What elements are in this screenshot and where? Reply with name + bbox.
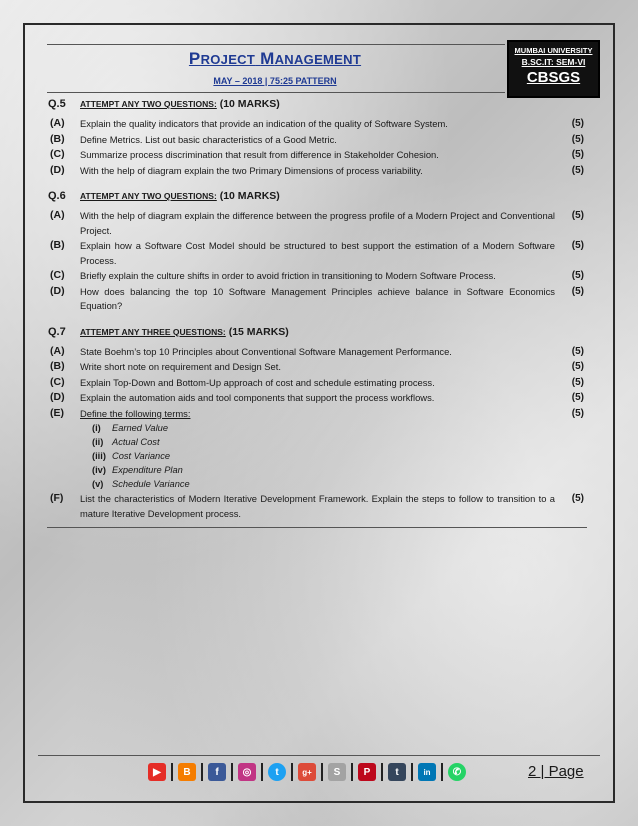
- section-instruction: ATTEMPT ANY THREE QUESTIONS:: [80, 326, 226, 337]
- header-rule-top: [47, 44, 505, 45]
- scheme-name: CBSGS: [526, 69, 581, 86]
- university-badge: [507, 40, 600, 98]
- section-header: [42, 190, 590, 208]
- question-item: (B) Explain how a Software Cost Model should be structured to best support the estimation of a Modern Software Process. (5): [50, 239, 584, 266]
- term-item: (iv) Expenditure Plan: [92, 465, 183, 475]
- exam-pattern: MAY – 2018 | 75:25 PATTERN: [213, 76, 337, 86]
- youtube-icon[interactable]: ▶: [148, 763, 166, 781]
- question-item: (A) With the help of diagram explain the difference between the progress profile of a Modern Project and Conventional Project. (5): [50, 209, 584, 236]
- university-name: MUMBAI UNIVERSITY: [514, 46, 593, 55]
- section-marks: (10 MARKS): [219, 190, 280, 202]
- question-number: Q.7: [48, 325, 66, 338]
- question-item: (C) Summarize process discrimination that result from difference in Stakeholder Cohesion. (5): [50, 148, 584, 160]
- section-header: [42, 326, 590, 344]
- section-header: [42, 98, 590, 116]
- section-marks: (10 MARKS): [219, 98, 280, 110]
- section-marks: (15 MARKS): [228, 325, 289, 338]
- question-section: [42, 98, 590, 178]
- question-section: [42, 190, 590, 314]
- section-instruction: ATTEMPT ANY TWO QUESTIONS:: [80, 99, 217, 109]
- term-item: (iii) Cost Variance: [92, 451, 171, 461]
- blogger-icon[interactable]: B: [178, 763, 196, 781]
- term-item: (v) Schedule Variance: [92, 479, 190, 489]
- end-of-paper-rule: [47, 527, 587, 528]
- google-plus-icon[interactable]: g+: [298, 763, 316, 781]
- question-number: Q.6: [48, 190, 66, 202]
- question-number: Q.5: [48, 98, 66, 110]
- instagram-icon[interactable]: ◎: [238, 763, 256, 781]
- question-item: (A) Explain the quality indicators that provide an indication of the quality of Software System. (5): [50, 117, 584, 129]
- question-item: (F) List the characteristics of Modern Iterative Development Framework. Explain the steps to follow to transition to a mature Iterative Development process. (5): [50, 492, 584, 519]
- facebook-icon[interactable]: f: [208, 763, 226, 781]
- question-item: (A) State Boehm’s top 10 Principles about Conventional Software Management Performance. (5): [50, 344, 584, 357]
- course-name: B.SC.IT: SEM-VI: [521, 57, 586, 67]
- twitter-icon[interactable]: t: [268, 763, 286, 781]
- question-item: (B) Define Metrics. List out basic characteristics of a Good Metric. (5): [50, 132, 584, 145]
- question-item: (D) With the help of diagram explain the two Primary Dimensions of process variability. (5): [50, 163, 584, 176]
- question-item: (C) Briefly explain the culture shifts in order to avoid friction in transitioning to Modern Software Process. (5): [50, 269, 584, 281]
- question-section: [42, 326, 590, 522]
- tumblr-icon[interactable]: t: [388, 763, 406, 781]
- whatsapp-icon[interactable]: ✆: [448, 763, 466, 781]
- question-item: (E) Define the following terms: (5): [50, 406, 584, 419]
- stumbleupon-icon[interactable]: S: [328, 763, 346, 781]
- question-paper-body: [42, 98, 590, 533]
- linkedin-icon[interactable]: in: [418, 763, 436, 781]
- question-item: (C) Explain Top-Down and Bottom-Up approach of cost and schedule estimating process. (5): [50, 375, 584, 388]
- social-links: [148, 763, 466, 781]
- question-item: (D) Explain the automation aids and tool components that support the process workflows. (5): [50, 391, 584, 403]
- header-rule-bottom: [47, 92, 505, 93]
- question-item: (B) Write short note on requirement and Design Set. (5): [50, 360, 584, 372]
- footer-rule: [38, 755, 600, 756]
- page-number: 2 | Page: [528, 763, 584, 780]
- question-item: (D) How does balancing the top 10 Software Management Principles achieve balance in Software Economics Equation? (5): [50, 284, 584, 311]
- term-item: (ii) Actual Cost: [92, 437, 160, 447]
- page-title: PROJECT MANAGEMENT: [188, 49, 362, 68]
- term-item: (i) Earned Value: [92, 423, 168, 433]
- pinterest-icon[interactable]: P: [358, 763, 376, 781]
- section-instruction: ATTEMPT ANY TWO QUESTIONS:: [80, 191, 217, 201]
